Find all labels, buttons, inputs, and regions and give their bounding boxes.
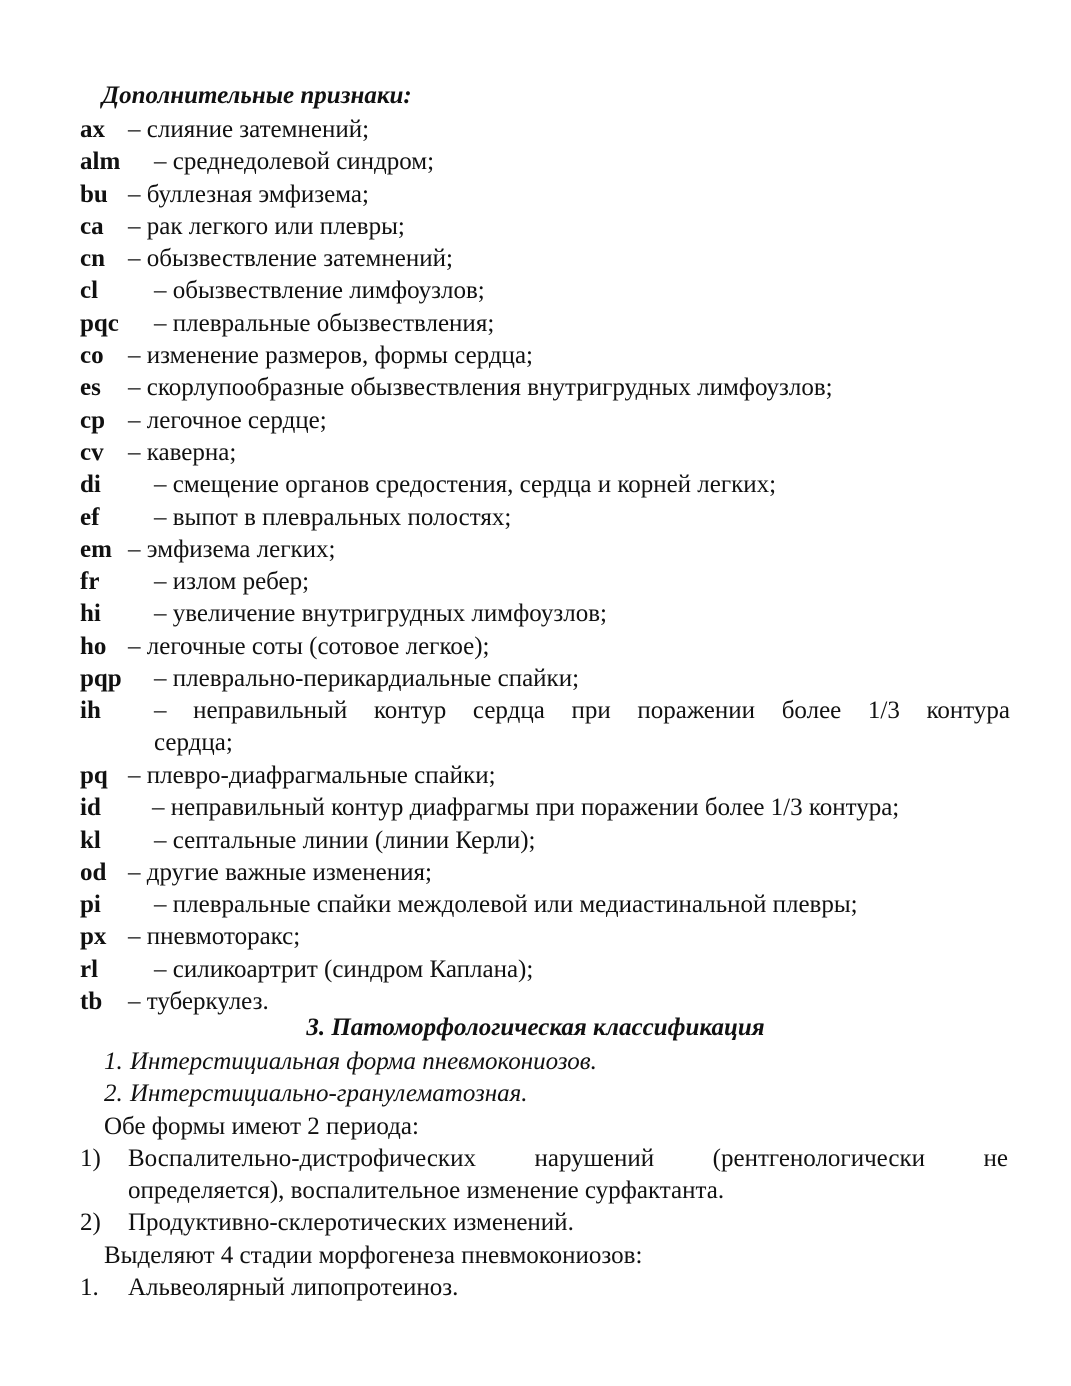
list-item <box>80 1207 1010 1239</box>
sign-code: tb <box>80 988 103 1016</box>
list-item <box>80 211 1010 243</box>
list-item <box>80 1046 1010 1078</box>
sign-code: pqc <box>80 309 119 337</box>
sign-code: cn <box>80 245 105 273</box>
sign-code: id <box>80 794 101 822</box>
stages-intro <box>80 1240 1010 1272</box>
period-text: Продуктивно-склеротических изменений. <box>128 1209 574 1237</box>
list-item <box>80 695 1010 760</box>
list-item <box>80 405 1010 437</box>
sign-code: ax <box>80 116 105 143</box>
list-item <box>80 1272 1010 1304</box>
list-item <box>80 1143 1010 1175</box>
list-item <box>80 275 1010 307</box>
sign-description: – слияние затемнений; <box>128 116 370 143</box>
list-item <box>80 114 1010 146</box>
sign-description: – обызвествление затемнений; <box>128 245 453 273</box>
sign-description-continuation: сердца; <box>154 729 233 757</box>
sign-code: co <box>80 342 104 370</box>
sign-description: – септальные линии (линии Керли); <box>154 826 536 854</box>
sign-description: – неправильный контур сердца при поражении более 1/3 контура <box>154 697 1010 725</box>
list-item <box>80 792 1010 824</box>
list-item <box>80 954 1010 986</box>
list-item <box>80 825 1010 857</box>
list-item <box>80 502 1010 534</box>
sign-code: ho <box>80 632 107 660</box>
list-item <box>80 631 1010 663</box>
list-item <box>80 534 1010 566</box>
sign-code: cp <box>80 406 105 434</box>
list-item-continuation <box>80 1175 1010 1207</box>
sign-code: di <box>80 471 101 499</box>
sign-code: pi <box>80 891 101 919</box>
sign-description: – каверна; <box>128 438 237 466</box>
sign-description: – обызвествление лимфоузлов; <box>154 277 485 305</box>
sign-code: fr <box>80 568 100 596</box>
sign-description: – излом ребер; <box>154 568 310 596</box>
sign-description: – изменение размеров, формы сердца; <box>128 342 533 370</box>
list-item <box>80 308 1010 340</box>
sign-code: cv <box>80 438 104 466</box>
list-item <box>80 243 1010 275</box>
sign-description: – среднедолевой синдром; <box>154 148 435 176</box>
sign-description: – выпот в плевральных полостях; <box>154 503 512 531</box>
list-item <box>80 857 1010 889</box>
list-item <box>80 760 1010 792</box>
sign-description: – силикоартрит (синдром Каплана); <box>154 955 534 983</box>
list-item <box>80 1078 1010 1110</box>
list-item <box>80 566 1010 598</box>
list-item <box>80 372 1010 404</box>
sign-code: pq <box>80 761 108 789</box>
paragraph-text: Обе формы имеют 2 периода: <box>104 1112 419 1140</box>
additional-signs-heading: Дополнительные признаки: <box>102 82 412 109</box>
form-number: 1. <box>104 1048 123 1075</box>
sign-code: rl <box>80 955 99 983</box>
period-number: 1) <box>80 1144 101 1172</box>
sign-description: – легочные соты (сотовое легкое); <box>128 632 490 660</box>
list-item <box>80 889 1010 921</box>
period-number: 2) <box>80 1209 101 1237</box>
sign-description: – туберкулез. <box>128 988 269 1016</box>
sign-description: – рак легкого или плевры; <box>128 212 405 240</box>
form-text: Интерстициально-гранулематозная. <box>130 1080 528 1108</box>
classification-block <box>80 1046 1010 1304</box>
sign-code: ef <box>80 503 100 531</box>
sign-code: cl <box>80 277 99 305</box>
stage-number: 1. <box>80 1274 99 1302</box>
signs-list <box>80 114 1010 1018</box>
list-item <box>80 598 1010 630</box>
sign-code: px <box>80 923 107 951</box>
sign-description: – плевральные обызвествления; <box>154 309 495 337</box>
sign-code: kl <box>80 826 101 854</box>
sign-description: – плеврально-перикардиальные спайки; <box>154 665 580 693</box>
sign-description: – скорлупообразные обызвествления внутригрудных лимфоузлов; <box>128 374 833 402</box>
sign-description: – плевральные спайки междолевой или медиастинальной плевры; <box>154 891 858 919</box>
sign-code: ih <box>80 697 101 725</box>
sign-description: – неправильный контур диафрагмы при поражении более 1/3 контура; <box>152 794 900 822</box>
sign-code: bu <box>80 180 108 208</box>
sign-description: – увеличение внутригрудных лимфоузлов; <box>154 600 607 628</box>
period-text-continuation: определяется), воспалительное изменение сурфактанта. <box>128 1177 725 1205</box>
list-item <box>80 340 1010 372</box>
list-item <box>80 179 1010 211</box>
sign-code: od <box>80 858 107 886</box>
sign-code: hi <box>80 600 101 628</box>
sign-description: – эмфизема легких; <box>128 535 336 563</box>
form-text: Интерстициальная форма пневмокониозов. <box>130 1048 597 1075</box>
list-item <box>80 437 1010 469</box>
sign-description: – плевро-диафрагмальные спайки; <box>128 761 496 789</box>
sign-description: – другие важные изменения; <box>128 858 432 886</box>
list-item <box>80 663 1010 695</box>
sign-description: – легочное сердце; <box>128 406 327 434</box>
sign-code: pqp <box>80 665 122 693</box>
sign-code: ca <box>80 212 104 240</box>
sign-description: – пневмоторакс; <box>128 923 301 951</box>
sign-description: – буллезная эмфизема; <box>128 180 369 208</box>
list-item <box>80 469 1010 501</box>
list-item <box>80 921 1010 953</box>
sign-code: es <box>80 374 101 402</box>
sign-description: – смещение органов средостения, сердца и корней легких; <box>154 471 777 499</box>
sign-code: em <box>80 535 112 563</box>
period-text: Воспалительно-дистрофических нарушений (рентгенологически не <box>128 1144 1008 1172</box>
periods-intro <box>80 1111 1010 1143</box>
stage-text: Альвеолярный липопротеиноз. <box>128 1274 459 1302</box>
form-number: 2. <box>104 1080 123 1108</box>
list-item <box>80 146 1010 178</box>
sign-code: alm <box>80 148 121 176</box>
paragraph-text: Выделяют 4 стадии морфогенеза пневмокониозов: <box>104 1241 643 1269</box>
section-title: 3. Патоморфологическая классификация <box>306 1014 765 1041</box>
